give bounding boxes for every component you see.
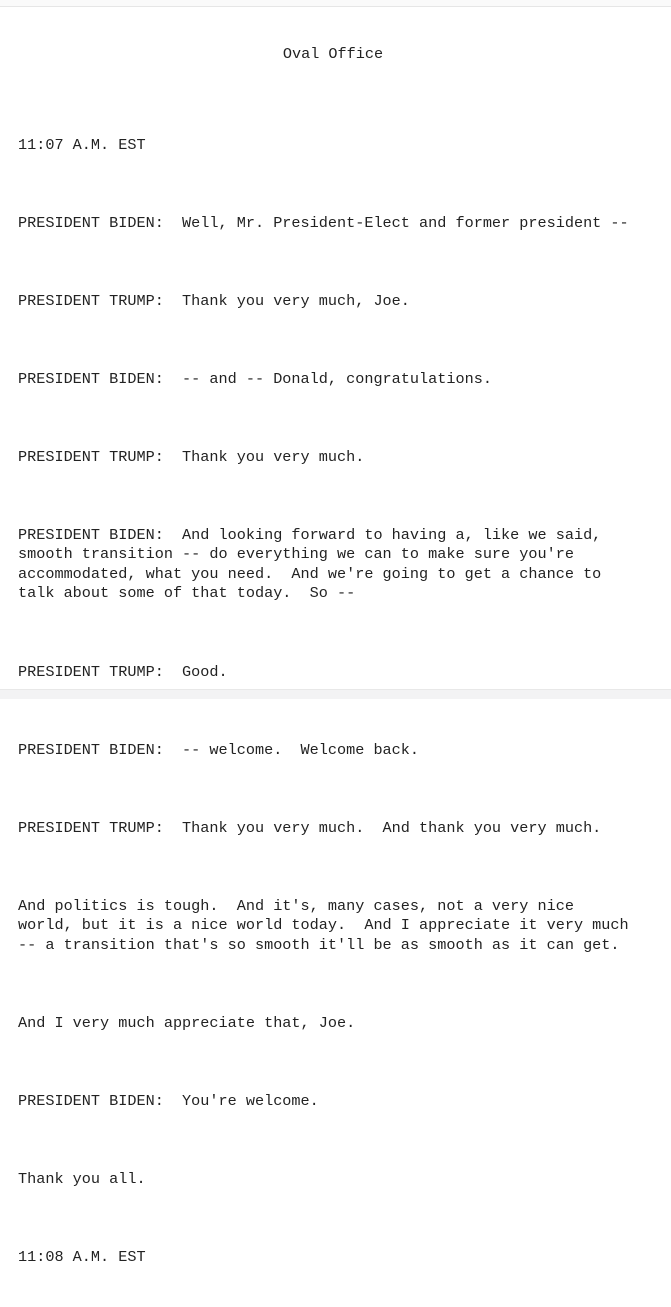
transcript-paragraph: PRESIDENT BIDEN: -- welcome. Welcome back. [18,740,420,759]
transcript-paragraph: And politics is tough. And it's, many cases, not a very nice world, but it is a nice world today. And I appreciate it very much -- a transition that's so smooth it'll be as smooth as it can get. [18,896,629,954]
bottom-strip [0,689,671,699]
transcript-paragraph: PRESIDENT BIDEN: You're welcome. [18,1092,319,1111]
transcript-paragraph: PRESIDENT BIDEN: And looking forward to having a, like we said, smooth transition -- do everything we can to make sure you're accommodated, what you need. And we're going to get a chance to talk about some of that today. So -- [18,525,602,603]
transcript-paragraph: PRESIDENT TRUMP: Thank you very much. [18,447,365,466]
transcript-paragraph: PRESIDENT TRUMP: Good. [18,662,228,681]
transcript-paragraph: PRESIDENT BIDEN: -- and -- Donald, congratulations. [18,369,492,388]
transcript-paragraph: PRESIDENT TRUMP: Thank you very much, Joe. [18,291,410,310]
transcript-paragraph: And I very much appreciate that, Joe. [18,1013,356,1032]
transcript-paragraph: PRESIDENT BIDEN: Well, Mr. President-Elect and former president -- [18,213,629,232]
transcript-paragraph: PRESIDENT TRUMP: Thank you very much. And thank you very much. [18,818,602,837]
transcript-document [18,6,668,1307]
start-time: 11:07 A.M. EST [18,135,146,154]
location-heading: Oval Office [282,45,384,63]
end-time: 11:08 A.M. EST [18,1248,146,1267]
transcript-paragraph: Thank you all. [18,1170,146,1189]
